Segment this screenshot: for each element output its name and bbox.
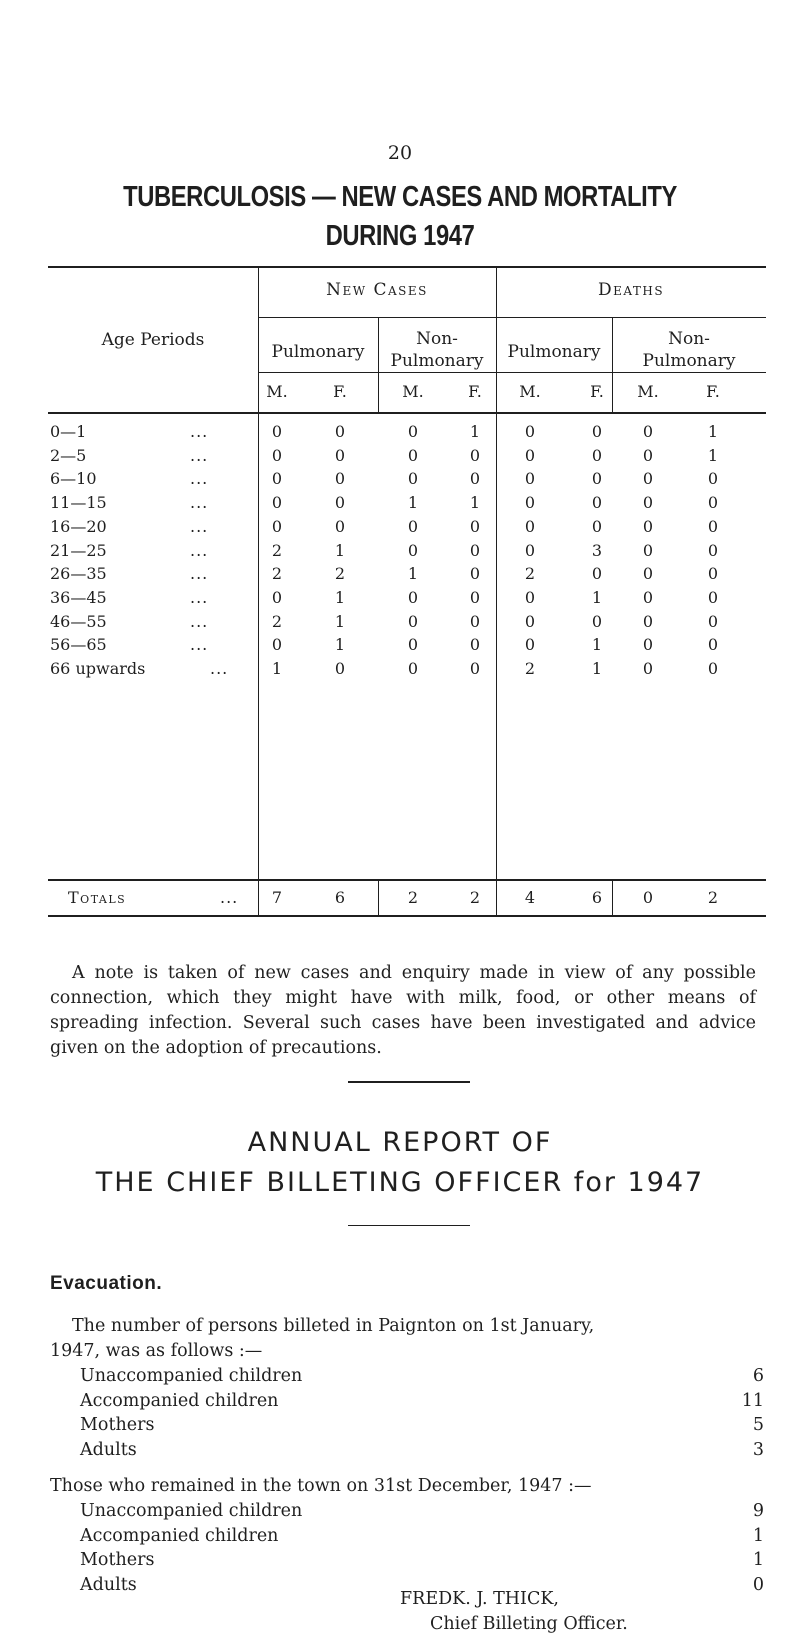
leader-dots: ... bbox=[190, 422, 209, 441]
table-cell: 0 bbox=[524, 611, 536, 631]
table-cell: 0 bbox=[642, 516, 654, 536]
new-non-line1: Non- bbox=[416, 329, 458, 349]
table-cell: 0 bbox=[707, 493, 719, 513]
header-bottom-rule bbox=[48, 412, 766, 414]
table-cell: 1 bbox=[334, 635, 346, 655]
note-paragraph: A note is taken of new cases and enquiry made in view of any possible connection, which they might have with milk, food, or other means of spreading infection. Several such cases have been investigated and advice given on the adoption of precautions. bbox=[50, 963, 756, 1058]
table-cell: 0 bbox=[707, 635, 719, 655]
totals-divider-2 bbox=[612, 879, 613, 915]
table-cell: 0 bbox=[524, 422, 536, 441]
table-cell: 0 bbox=[469, 587, 481, 607]
leader-dots: ... bbox=[190, 469, 209, 489]
table-cell: 0 bbox=[707, 469, 719, 489]
age-period-label: 26—35 bbox=[50, 564, 107, 584]
age-period-label: 56—65 bbox=[50, 635, 107, 655]
col-divider-age bbox=[258, 266, 259, 916]
table-cell: 0 bbox=[334, 493, 346, 513]
table-cell: 1 bbox=[469, 493, 481, 513]
table-cell: 0 bbox=[407, 516, 419, 536]
new-pulmonary-header: Pulmonary bbox=[271, 342, 365, 362]
list-item-value: 5 bbox=[752, 1415, 764, 1435]
female-header: F. bbox=[590, 382, 604, 401]
table-cell: 0 bbox=[469, 659, 481, 678]
list-item-label: Mothers bbox=[80, 1415, 155, 1435]
table-cell: 1 bbox=[469, 422, 481, 441]
table-cell: 0 bbox=[407, 469, 419, 489]
table-cell: 1 bbox=[707, 445, 719, 465]
list-item-label: Mothers bbox=[80, 1550, 155, 1570]
leader-dots: ... bbox=[190, 587, 209, 607]
table-cell: 0 bbox=[524, 540, 536, 560]
table-cell: 0 bbox=[407, 611, 419, 631]
list-item-value: 3 bbox=[752, 1439, 764, 1460]
signature-name: FREDK. J. THICK, bbox=[400, 1589, 559, 1609]
table-cell: 0 bbox=[524, 516, 536, 536]
table-cell: 0 bbox=[642, 611, 654, 631]
age-periods-header: Age Periods bbox=[101, 330, 205, 350]
age-period-label: 46—55 bbox=[50, 611, 107, 631]
page-number: 20 bbox=[387, 142, 413, 164]
table-cell: 0 bbox=[642, 635, 654, 655]
table-cell: 0 bbox=[334, 445, 346, 465]
divider bbox=[348, 1081, 470, 1083]
table-cell: 0 bbox=[407, 422, 419, 441]
intro-line-2: 1947, was as follows :— bbox=[50, 1341, 263, 1361]
table-cell: 1 bbox=[591, 635, 603, 655]
table-cell: 0 bbox=[271, 469, 283, 489]
totals-divider-1 bbox=[378, 879, 379, 915]
totals-cell: 0 bbox=[642, 888, 654, 907]
age-period-label: 0—1 bbox=[50, 422, 87, 441]
totals-cell: 2 bbox=[707, 888, 719, 907]
table-cell: 0 bbox=[407, 540, 419, 560]
female-header: F. bbox=[468, 382, 482, 401]
totals-cell: 4 bbox=[524, 888, 536, 907]
totals-cell: 6 bbox=[591, 888, 603, 907]
table-cell: 0 bbox=[591, 564, 603, 584]
list-item-value: 9 bbox=[752, 1501, 764, 1521]
table-cell: 0 bbox=[469, 611, 481, 631]
totals-cell: 2 bbox=[469, 888, 481, 907]
new-non-line2: Pulmonary bbox=[390, 351, 484, 371]
table-cell: 0 bbox=[524, 635, 536, 655]
list-item-label: Adults bbox=[80, 1574, 137, 1595]
leader-dots: ... bbox=[190, 540, 209, 560]
male-header: M. bbox=[402, 382, 424, 401]
leader-dots: ... bbox=[190, 635, 209, 655]
table-cell: 0 bbox=[707, 587, 719, 607]
table-cell: 0 bbox=[407, 445, 419, 465]
table-cell: 1 bbox=[707, 422, 719, 441]
totals-cell: 6 bbox=[334, 888, 346, 907]
section-title: Evacuation. bbox=[50, 1273, 163, 1294]
age-period-label: 16—20 bbox=[50, 516, 107, 536]
table-cell: 0 bbox=[271, 422, 283, 441]
table-cell: 0 bbox=[271, 516, 283, 536]
leader-dots: ... bbox=[190, 445, 209, 465]
female-header: F. bbox=[706, 382, 720, 401]
table-cell: 0 bbox=[591, 516, 603, 536]
table-cell: 0 bbox=[591, 422, 603, 441]
table-cell: 2 bbox=[524, 659, 536, 678]
table-cell: 0 bbox=[642, 564, 654, 584]
intro-line-1: The number of persons billeted in Paignton on 1st January, bbox=[72, 1316, 595, 1336]
age-period-label: 2—5 bbox=[50, 445, 87, 465]
table-cell: 2 bbox=[524, 564, 536, 584]
table-cell: 0 bbox=[642, 587, 654, 607]
mf-rule bbox=[258, 372, 766, 373]
totals-label: Totals bbox=[68, 888, 127, 907]
table-cell: 1 bbox=[334, 611, 346, 631]
table-cell: 1 bbox=[334, 540, 346, 560]
leader-dots: ... bbox=[190, 516, 209, 536]
table-cell: 0 bbox=[271, 635, 283, 655]
table-cell: 0 bbox=[642, 469, 654, 489]
totals-cell: 7 bbox=[271, 888, 283, 907]
table-cell: 1 bbox=[591, 659, 603, 678]
table-cell: 3 bbox=[591, 540, 603, 560]
table-cell: 0 bbox=[469, 635, 481, 655]
age-period-label: 66 upwards bbox=[50, 659, 146, 678]
totals-cell: 2 bbox=[407, 888, 419, 907]
list-item-label: Accompanied children bbox=[80, 1390, 279, 1411]
table-cell: 2 bbox=[271, 611, 283, 631]
table-cell: 0 bbox=[469, 564, 481, 584]
age-period-label: 11—15 bbox=[50, 493, 107, 513]
totals-top-rule bbox=[48, 879, 766, 881]
deaths-non-line1: Non- bbox=[668, 329, 710, 349]
table-cell: 0 bbox=[524, 469, 536, 489]
list-item-value: 1 bbox=[752, 1550, 764, 1570]
leader-dots: ... bbox=[220, 888, 239, 907]
list-item-label: Adults bbox=[80, 1439, 137, 1460]
male-header: M. bbox=[637, 382, 659, 401]
table-cell: 0 bbox=[524, 445, 536, 465]
table-cell: 0 bbox=[334, 422, 346, 441]
table-cell: 0 bbox=[271, 587, 283, 607]
table-cell: 0 bbox=[642, 493, 654, 513]
male-header: M. bbox=[266, 382, 288, 401]
table-cell: 0 bbox=[407, 587, 419, 607]
table-cell: 0 bbox=[469, 445, 481, 465]
table-cell: 0 bbox=[707, 516, 719, 536]
deaths-pulmonary-header: Pulmonary bbox=[507, 342, 601, 362]
table-cell: 0 bbox=[707, 564, 719, 584]
deaths-header: Deaths bbox=[597, 280, 665, 300]
leader-dots: ... bbox=[190, 493, 209, 513]
leader-dots: ... bbox=[190, 611, 209, 631]
list-item-value: 11 bbox=[741, 1390, 764, 1411]
table-cell: 0 bbox=[334, 659, 346, 678]
list-item-label: Unaccompanied children bbox=[80, 1501, 303, 1521]
new-cases-header: New Cases bbox=[326, 280, 428, 300]
page-title: TUBERCULOSIS — NEW CASES AND MORTALITY bbox=[123, 181, 677, 213]
table-cell: 0 bbox=[642, 540, 654, 560]
table-cell: 0 bbox=[591, 469, 603, 489]
list-item-label: Accompanied children bbox=[80, 1525, 279, 1546]
leader-dots: ... bbox=[190, 564, 209, 584]
male-header: M. bbox=[519, 382, 541, 401]
female-header: F. bbox=[333, 382, 347, 401]
list-item-value: 6 bbox=[752, 1366, 764, 1386]
table-cell: 0 bbox=[707, 611, 719, 631]
table-top-rule bbox=[48, 266, 766, 268]
page-subtitle: DURING 1947 bbox=[325, 220, 475, 252]
table-cell: 2 bbox=[334, 564, 346, 584]
table-cell: 0 bbox=[271, 493, 283, 513]
age-period-label: 6—10 bbox=[50, 469, 97, 489]
table-cell: 1 bbox=[591, 587, 603, 607]
annual-report-subtitle: THE CHIEF BILLETING OFFICER for 1947 bbox=[95, 1167, 705, 1198]
table-cell: 0 bbox=[707, 659, 719, 678]
col-divider-deaths bbox=[496, 266, 497, 916]
list-item-label: Unaccompanied children bbox=[80, 1366, 303, 1386]
table-cell: 1 bbox=[407, 564, 419, 584]
table-cell: 0 bbox=[642, 445, 654, 465]
subheader-rule bbox=[258, 317, 766, 318]
table-cell: 0 bbox=[271, 445, 283, 465]
table-cell: 1 bbox=[334, 587, 346, 607]
age-period-label: 36—45 bbox=[50, 587, 107, 607]
table-cell: 0 bbox=[469, 516, 481, 536]
table-cell: 0 bbox=[707, 540, 719, 560]
deaths-non-line2: Pulmonary bbox=[642, 351, 736, 371]
table-cell: 0 bbox=[591, 493, 603, 513]
list-item-value: 1 bbox=[752, 1525, 764, 1546]
table-cell: 0 bbox=[407, 635, 419, 655]
table-cell: 0 bbox=[469, 469, 481, 489]
table-cell: 0 bbox=[524, 493, 536, 513]
table-cell: 0 bbox=[334, 469, 346, 489]
table-cell: 0 bbox=[591, 445, 603, 465]
table-cell: 0 bbox=[469, 540, 481, 560]
age-period-label: 21—25 bbox=[50, 540, 107, 560]
signature-title: Chief Billeting Officer. bbox=[430, 1614, 628, 1634]
list-item-value: 0 bbox=[752, 1574, 764, 1595]
table-bottom-rule bbox=[48, 915, 766, 917]
table-cell: 1 bbox=[271, 659, 283, 678]
table-cell: 0 bbox=[642, 659, 654, 678]
table-cell: 0 bbox=[591, 611, 603, 631]
table-cell: 0 bbox=[642, 422, 654, 441]
leader-dots: ... bbox=[210, 659, 229, 678]
divider bbox=[348, 1225, 470, 1226]
table-cell: 2 bbox=[271, 564, 283, 584]
intro-2: Those who remained in the town on 31st December, 1947 :— bbox=[50, 1476, 592, 1496]
table-cell: 0 bbox=[334, 516, 346, 536]
table-cell: 0 bbox=[524, 587, 536, 607]
table-cell: 0 bbox=[407, 659, 419, 678]
table-cell: 1 bbox=[407, 493, 419, 513]
table-cell: 2 bbox=[271, 540, 283, 560]
annual-report-title: ANNUAL REPORT OF bbox=[247, 1127, 553, 1158]
